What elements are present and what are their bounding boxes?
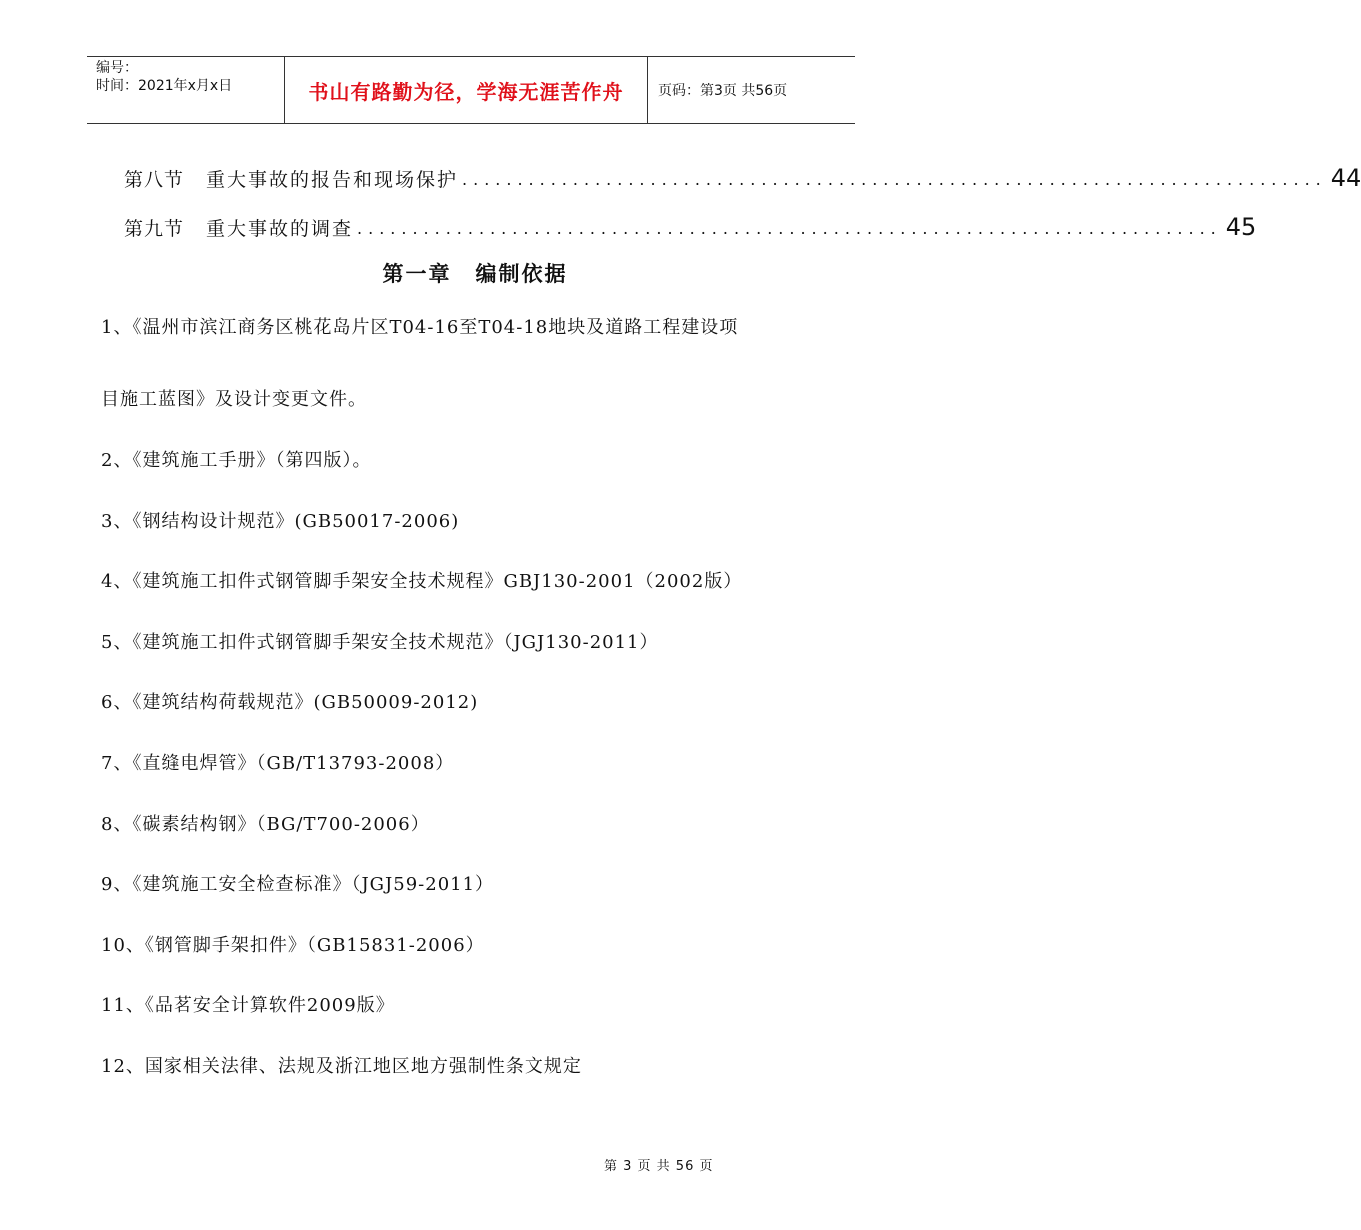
toc-entry[interactable] (124, 162, 1361, 192)
document-number-label: 编号： (96, 60, 138, 76)
basis-item-continuation: 目施工蓝图》及设计变更文件。 (101, 389, 367, 410)
toc-entry-page: 44 (1330, 164, 1361, 192)
basis-item: 3、《钢结构设计规范》(GB50017-2006) (101, 511, 460, 532)
toc-entry[interactable] (124, 211, 1257, 241)
chapter-title: 编制依据 (475, 262, 568, 286)
header-page-info: 页码：第3页 共56页 (658, 83, 788, 99)
basis-item: 6、《建筑结构荷载规范》(GB50009-2012) (101, 692, 479, 713)
basis-item: 12、国家相关法律、法规及浙江地区地方强制性条文规定 (101, 1056, 582, 1077)
basis-item: 2、《建筑施工手册》（第四版）。 (101, 450, 372, 471)
header-motto: 书山有路勤为径，学海无涯苦作舟 (284, 57, 648, 123)
basis-item: 10、《钢管脚手架扣件》（GB15831-2006） (101, 935, 485, 956)
toc-leader-dots: .............................................................................. (462, 170, 1327, 189)
toc-entry-label: 第九节 (124, 218, 185, 240)
basis-item: 7、《直缝电焊管》（GB/T13793-2008） (101, 753, 455, 774)
basis-item: 5、《建筑施工扣件式钢管脚手架安全技术规范》（JGJ130-2011） (101, 632, 659, 653)
toc-entry-title: 重大事故的调查 (206, 218, 354, 240)
toc-entry-label: 第八节 (124, 169, 185, 191)
toc-leader-dots: .............................................................................. (357, 219, 1222, 238)
page-header (87, 56, 855, 124)
header-meta (87, 57, 284, 123)
chapter-number: 第一章 (382, 262, 452, 286)
basis-item: 4、《建筑施工扣件式钢管脚手架安全技术规程》GBJ130-2001（2002版） (101, 571, 743, 592)
toc-entry-title: 重大事故的报告和现场保护 (206, 169, 459, 191)
basis-item: 8、《碳素结构钢》（BG/T700-2006） (101, 814, 430, 835)
page-footer: 第 3 页 共 56 页 (604, 1159, 714, 1174)
toc-entry-page: 45 (1225, 213, 1257, 241)
basis-item: 11、《品茗安全计算软件2009版》 (101, 995, 395, 1016)
document-time: 时间：2021年x月x日 (96, 78, 233, 94)
chapter-heading (0, 258, 950, 288)
basis-item: 9、《建筑施工安全检查标准》（JGJ59-2011） (101, 874, 495, 895)
basis-item: 1、《温州市滨江商务区桃花岛片区T04-16至T04-18地块及道路工程建设项 (101, 317, 739, 338)
